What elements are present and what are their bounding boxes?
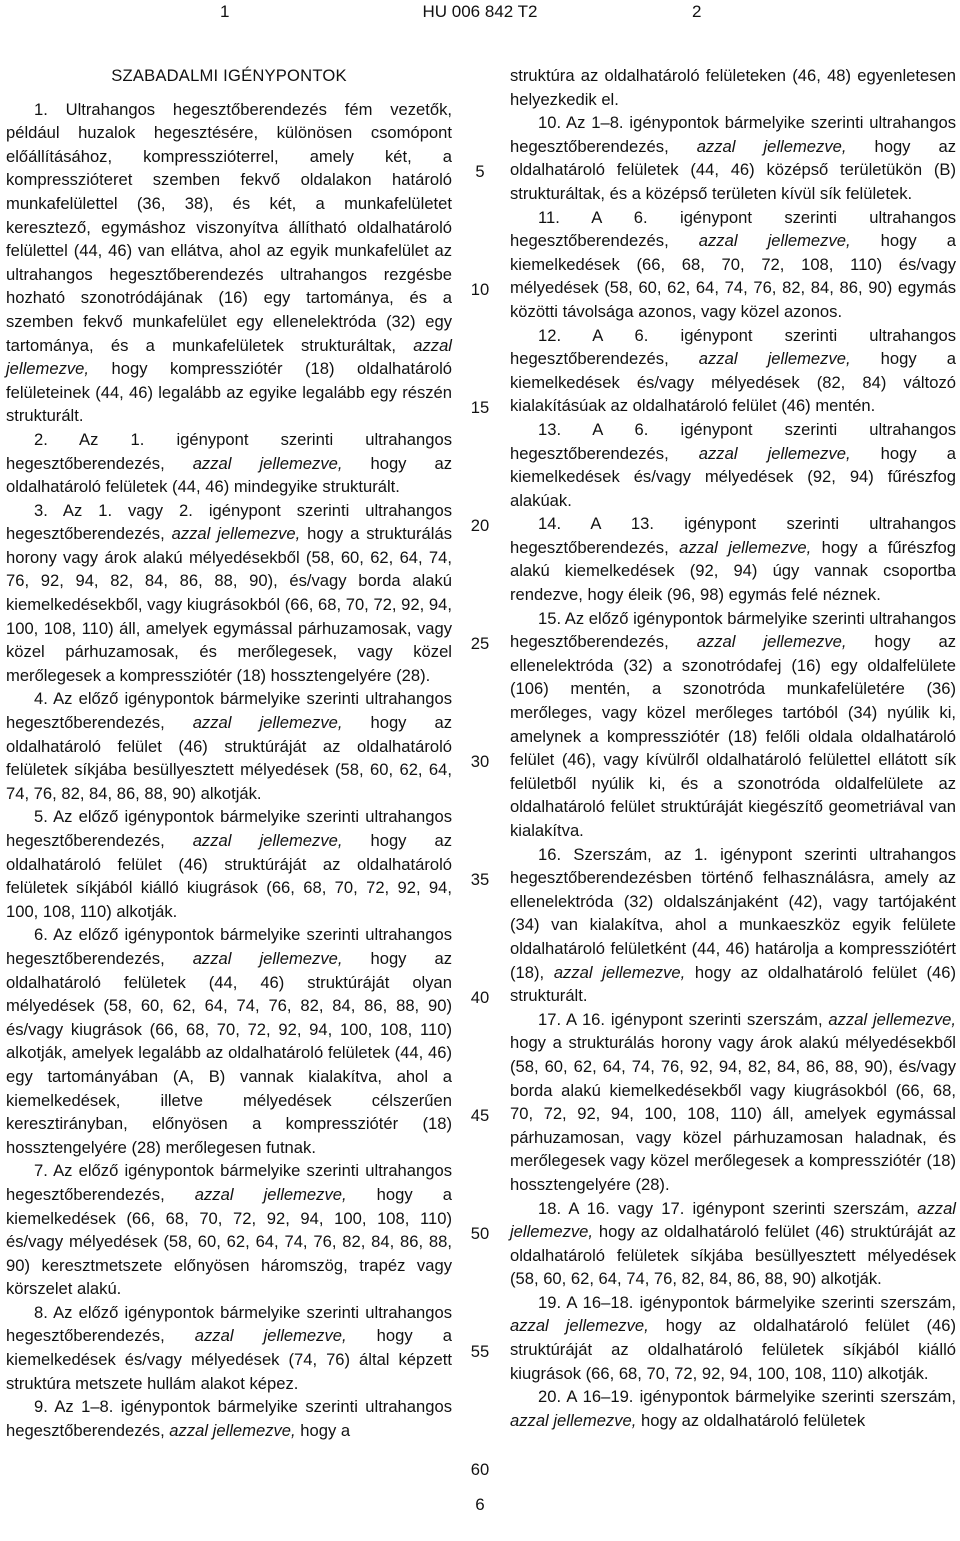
claim-paragraph [6, 1395, 452, 1442]
claim-text: hogy az oldalhatároló felületek [636, 1410, 866, 1430]
claim-text: hogy a kiemelkedések és/vagy mélyedések (82, 84) változó kialakításúak az oldalhatároló felület (46) mentén. [510, 349, 956, 416]
claim-characterising-phrase: azzal jellemezve, [510, 1198, 956, 1242]
claim-paragraph [6, 1301, 452, 1395]
right-column [510, 64, 956, 1432]
line-number: 55 [470, 1342, 490, 1361]
line-number: 20 [470, 516, 490, 535]
claim-text: 12. A 6. igénypont szerinti ultrahangos hegesztőberendezés, [510, 325, 956, 369]
left-column [6, 64, 452, 1442]
claim-text: hogy a kiemelkedések és/vagy mélyedések (74, 76) által képzett struktúra metszete hullám alakot képez. [6, 1326, 452, 1393]
line-number: 45 [470, 1106, 490, 1125]
claim-text: 3. Az 1. vagy 2. igénypont szerinti ultrahangos hegesztőberendezés, [6, 500, 452, 544]
header-document-id: HU 006 842 T2 [422, 2, 538, 21]
claim-text: hogy az oldalhatároló felületek (44, 46) struktúráját olyan mélyedések (58, 60, 62, 64, 74, 76, 82, 84, 86, 88, 90) és/vagy kiugrások (66, 68, 70, 72, 92, 94, 100, 108, 110) alkotják, amelyek legalább az oldalhatároló felületek (44, 46) egy tartományában (A, B) vannak kialakítva, ahol a kiemelkedések, illetve mélyedések célszerűen keresztirányban, előnyösen a kompressziótér (18) hossztengelyére (28) merőlegesen futnak. [6, 948, 453, 1157]
claim-paragraph [510, 1197, 956, 1291]
claim-characterising-phrase: azzal jellemezve, [698, 443, 851, 463]
claim-characterising-phrase: azzal jellemezve, [828, 1009, 956, 1029]
claim-characterising-phrase: azzal jellemezve, [679, 537, 812, 557]
claim-text: hogy az oldalhatároló felület (46) struktúráját az oldalhatároló felületek síkjába besüllyesztett mélyedések (58, 60, 62, 64, 74, 76, 82, 84, 86, 88, 90) alkotják. [510, 1222, 956, 1289]
claim-paragraph [6, 98, 452, 428]
claim-paragraph [6, 499, 452, 688]
claim-text: hogy az oldalhatároló felület (46) struktúráját az oldalhatároló felületek síkjába besüllyesztett mélyedések (58, 60, 62, 64, 74, 76, 82, 84, 86, 88, 90) alkotják. [6, 713, 453, 803]
claim-text: 4. Az előző igénypontok bármelyike szerinti ultrahangos hegesztőberendezés, [6, 689, 452, 733]
claim-text: 6. Az előző igénypontok bármelyike szerinti ultrahangos hegesztőberendezés, [6, 925, 452, 968]
claim-characterising-phrase: azzal jellemezve, [553, 962, 686, 982]
line-number: 10 [470, 280, 490, 299]
line-number: 40 [470, 988, 490, 1007]
claim-characterising-phrase: azzal jellemezve, [698, 349, 851, 369]
page-number: 6 [475, 1495, 485, 1514]
header-left-page-number: 1 [220, 2, 230, 21]
claim-paragraph [6, 805, 452, 923]
claim-paragraph [510, 324, 956, 418]
claim-characterising-phrase: azzal jellemezve, [192, 948, 343, 968]
claim-text: hogy a strukturálás horony vagy árok alakú mélyedésekből (58, 60, 62, 64, 74, 76, 92, 94, 82, 84, 86, 88, 90), és/vagy borda alakú kiemelkedésekből vagy kiugrásokból (66, 68, 70, 72, 92, 94, 100, 108, 110) áll, amelyek egymással párhuzamosan, vagy közel párhuzamosan haladnak, és merőlegesek vagy közel merőlegesek a kompressziótér (18) hossztengelyére (28). [510, 1033, 956, 1194]
claim-characterising-phrase: azzal jellemezve, [194, 1184, 347, 1204]
claim-paragraph [6, 923, 452, 1159]
claim-paragraph [510, 512, 956, 606]
claim-paragraph [510, 206, 956, 324]
header-right-page-number: 2 [692, 2, 702, 21]
claim-text: hogy az oldalhatároló felület (46) struktúráját az oldalhatároló felületek síkjából kiálló kiugrások (66, 68, 70, 72, 92, 94, 100, 108, 110) alkotják. [6, 831, 453, 921]
claim-text: hogy a strukturálás horony vagy árok alakú mélyedésekből (58, 60, 62, 64, 74, 76, 92, 94, 82, 84, 86, 88, 90), és/vagy borda alakú kiemelkedésekből, vagy kiugrásokból (66, 68, 70, 72, 92, 94, 100, 108, 110) áll, amelyek egymással párhuzamosak, vagy közel párhuzamosak, és merőlegesek, vagy közel merőlegesek a kompressziótér (18) hossztengelyére (28). [6, 524, 452, 685]
claim-text: 19. A 16–18. igénypontok bármelyike szerinti szerszám, [538, 1292, 956, 1312]
claim-text: 13. A 6. igénypont szerinti ultrahangos hegesztőberendezés, [510, 419, 956, 463]
claim-text: 14. A 13. igénypont szerinti ultrahangos hegesztőberendezés, [510, 514, 956, 557]
claim-characterising-phrase: azzal jellemezve, [171, 524, 301, 544]
line-number: 5 [475, 162, 485, 181]
claim-text: 9. Az 1–8. igénypontok bármelyike szerinti ultrahangos hegesztőberendezés, [6, 1397, 452, 1440]
claim-characterising-phrase: azzal jellemezve, [698, 231, 851, 251]
claim-text: 7. Az előző igénypontok bármelyike szerinti ultrahangos hegesztőberendezés, [6, 1161, 452, 1204]
claim-characterising-phrase: azzal jellemezve, [696, 136, 847, 156]
line-number: 50 [470, 1224, 490, 1243]
claim-paragraph [510, 111, 956, 205]
claim-characterising-phrase: azzal jellemezve, [192, 713, 343, 733]
claim-text: hogy az oldalhatároló felületek (44, 46) mindegyike strukturált. [6, 453, 453, 497]
line-number: 60 [470, 1460, 490, 1479]
claim-characterising-phrase: azzal jellemezve, [169, 1420, 296, 1440]
claim-text: hogy az oldalhatároló felület (46) struktúráját az oldalhatároló felületek síkjából kiálló kiugrások (66, 68, 70, 72, 92, 94, 100, 108, 110) alkotják. [510, 1316, 956, 1383]
claim-text: hogy a kiemelkedések és/vagy mélyedések (92, 94) fűrészfog alakúak. [510, 443, 956, 510]
claim-text: 17. A 16. igénypont szerinti szerszám, [538, 1009, 829, 1029]
claim-characterising-phrase: azzal jellemezve, [510, 1410, 637, 1430]
claim-text: hogy az oldalhatároló felületek (44, 46) középső területükön (B) strukturáltak, és a középső területen kívül sík felületek. [510, 136, 957, 203]
claim-text: 16. Szerszám, az 1. igénypont szerinti ultrahangos hegesztőberendezésben történő felhasználásra, amely az ellenelektróda (32) oldalszánjaként (42), vagy tartójaként (34) van kialakítva, ahol a munkaeszköz egyik felülete oldalhatároló felületként (44, 46) határolja a kompressziótért (18), [510, 844, 956, 982]
claim-characterising-phrase: azzal jellemezve, [510, 1316, 649, 1336]
claims-title: SZABADALMI IGÉNYPONTOK [111, 66, 347, 85]
line-number: 30 [470, 752, 490, 771]
claim-characterising-phrase: azzal jellemezve, [192, 831, 343, 850]
claim-continuation: struktúra az oldalhatároló felületeken (46, 48) egyenletesen helyezkedik el. [510, 66, 956, 109]
line-number: 35 [470, 870, 490, 889]
claim-characterising-phrase: azzal jellemezve, [194, 1326, 347, 1346]
claim-characterising-phrase: azzal jellemezve, [192, 453, 343, 473]
claim-text: hogy a kiemelkedések (66, 68, 70, 72, 108, 110) és/vagy mélyedések (58, 60, 62, 64, 74, 76, 82, 84, 86, 90) egymás közötti távolsága azonos, vagy közel azonos. [510, 231, 956, 321]
claim-text: hogy az ellenelektróda (32) a szonotródafej (16) egy oldalfelülete (106) mentén, a szonotróda munkafelületére (36) merőleges, vagy közel merőleges tartóból (34) nyúlik ki, amelynek a kompressziótér (18) felőli oldala oldalhatároló felület (46), vagy kívülről oldalhatároló felülettel ellátott sík felületből nyúlik ki, és a szonotróda oldalfelülete az oldalhatároló felület struktúráját kiegészítő geometriával van kialakítva. [510, 632, 957, 840]
claim-text: hogy az oldalhatároló felület (46) strukturált. [510, 962, 957, 1006]
claim-text: hogy kompressziótér (18) oldalhatároló felületeinek (44, 46) legalább az egyike legalább egy részén strukturált. [6, 359, 452, 426]
claim-paragraph [6, 687, 452, 805]
claim-text: 1. Ultrahangos hegesztőberendezés fém vezetők, például huzalok hegesztésére, különösen csomópont előállításához, kompresszióterrel, amely két, a kompresszióteret szemben fekvő oldalakon határoló munkafelülettel (36, 38), és két, a munkafelületet keresztező, egymáshoz viszonyítva állítható oldalhatároló felülettel (44, 46) van ellátva, ahol az egyik munkafelület az ultrahangos hegesztőberendezés ultrahangos rezgésbe hozható szonotródájának (16) egy tartománya, és a szemben fekvő munkafelület egy ellenelektróda (32) egy tartománya, és a munkafelületek strukturáltak, [6, 99, 452, 355]
claim-text: 10. Az 1–8. igénypontok bármelyike szerinti ultrahangos hegesztőberendezés, [510, 113, 956, 156]
claim-text: 2. Az 1. igénypont szerinti ultrahangos hegesztőberendezés, [6, 429, 452, 473]
claim-text: hogy a fűrészfog alakú kiemelkedések (92, 94) úgy vannak csoportba rendezve, hogy éleik (96, 98) egymás felé néznek. [510, 537, 956, 605]
claim-paragraph [510, 1291, 956, 1385]
claim-text: hogy a kiemelkedések (66, 68, 70, 72, 92, 94, 100, 108, 110) és/vagy mélyedések (58, 60, 62, 64, 74, 76, 82, 84, 86, 88, 90) keresztmetszete előnyösen háromszög, trapéz vagy körszelet alakú. [6, 1184, 452, 1299]
claim-paragraph [510, 418, 956, 512]
line-number: 25 [470, 634, 490, 653]
claim-characterising-phrase: azzal jellemezve, [6, 335, 452, 379]
claim-paragraph [510, 1385, 956, 1432]
claim-paragraph [6, 1159, 452, 1301]
claim-text: 8. Az előző igénypontok bármelyike szerinti ultrahangos hegesztőberendezés, [6, 1302, 452, 1346]
claim-text: 18. A 16. vagy 17. igénypont szerinti szerszám, [538, 1198, 918, 1218]
claim-text: 5. Az előző igénypontok bármelyike szerinti ultrahangos hegesztőberendezés, [6, 807, 452, 850]
claim-paragraph [6, 428, 452, 499]
claim-text: 15. Az előző igénypontok bármelyike szerinti ultrahangos hegesztőberendezés, [510, 608, 956, 652]
claim-text: 20. A 16–19. igénypontok bármelyike szerinti szerszám, [538, 1387, 956, 1407]
claim-paragraph [510, 1008, 956, 1197]
claim-paragraph [510, 607, 956, 843]
claim-text: hogy a [295, 1420, 351, 1440]
claim-text: 11. A 6. igénypont szerinti ultrahangos hegesztőberendezés, [510, 207, 956, 251]
line-number: 15 [470, 398, 490, 417]
claim-paragraph [510, 843, 956, 1008]
claim-characterising-phrase: azzal jellemezve, [696, 632, 847, 652]
